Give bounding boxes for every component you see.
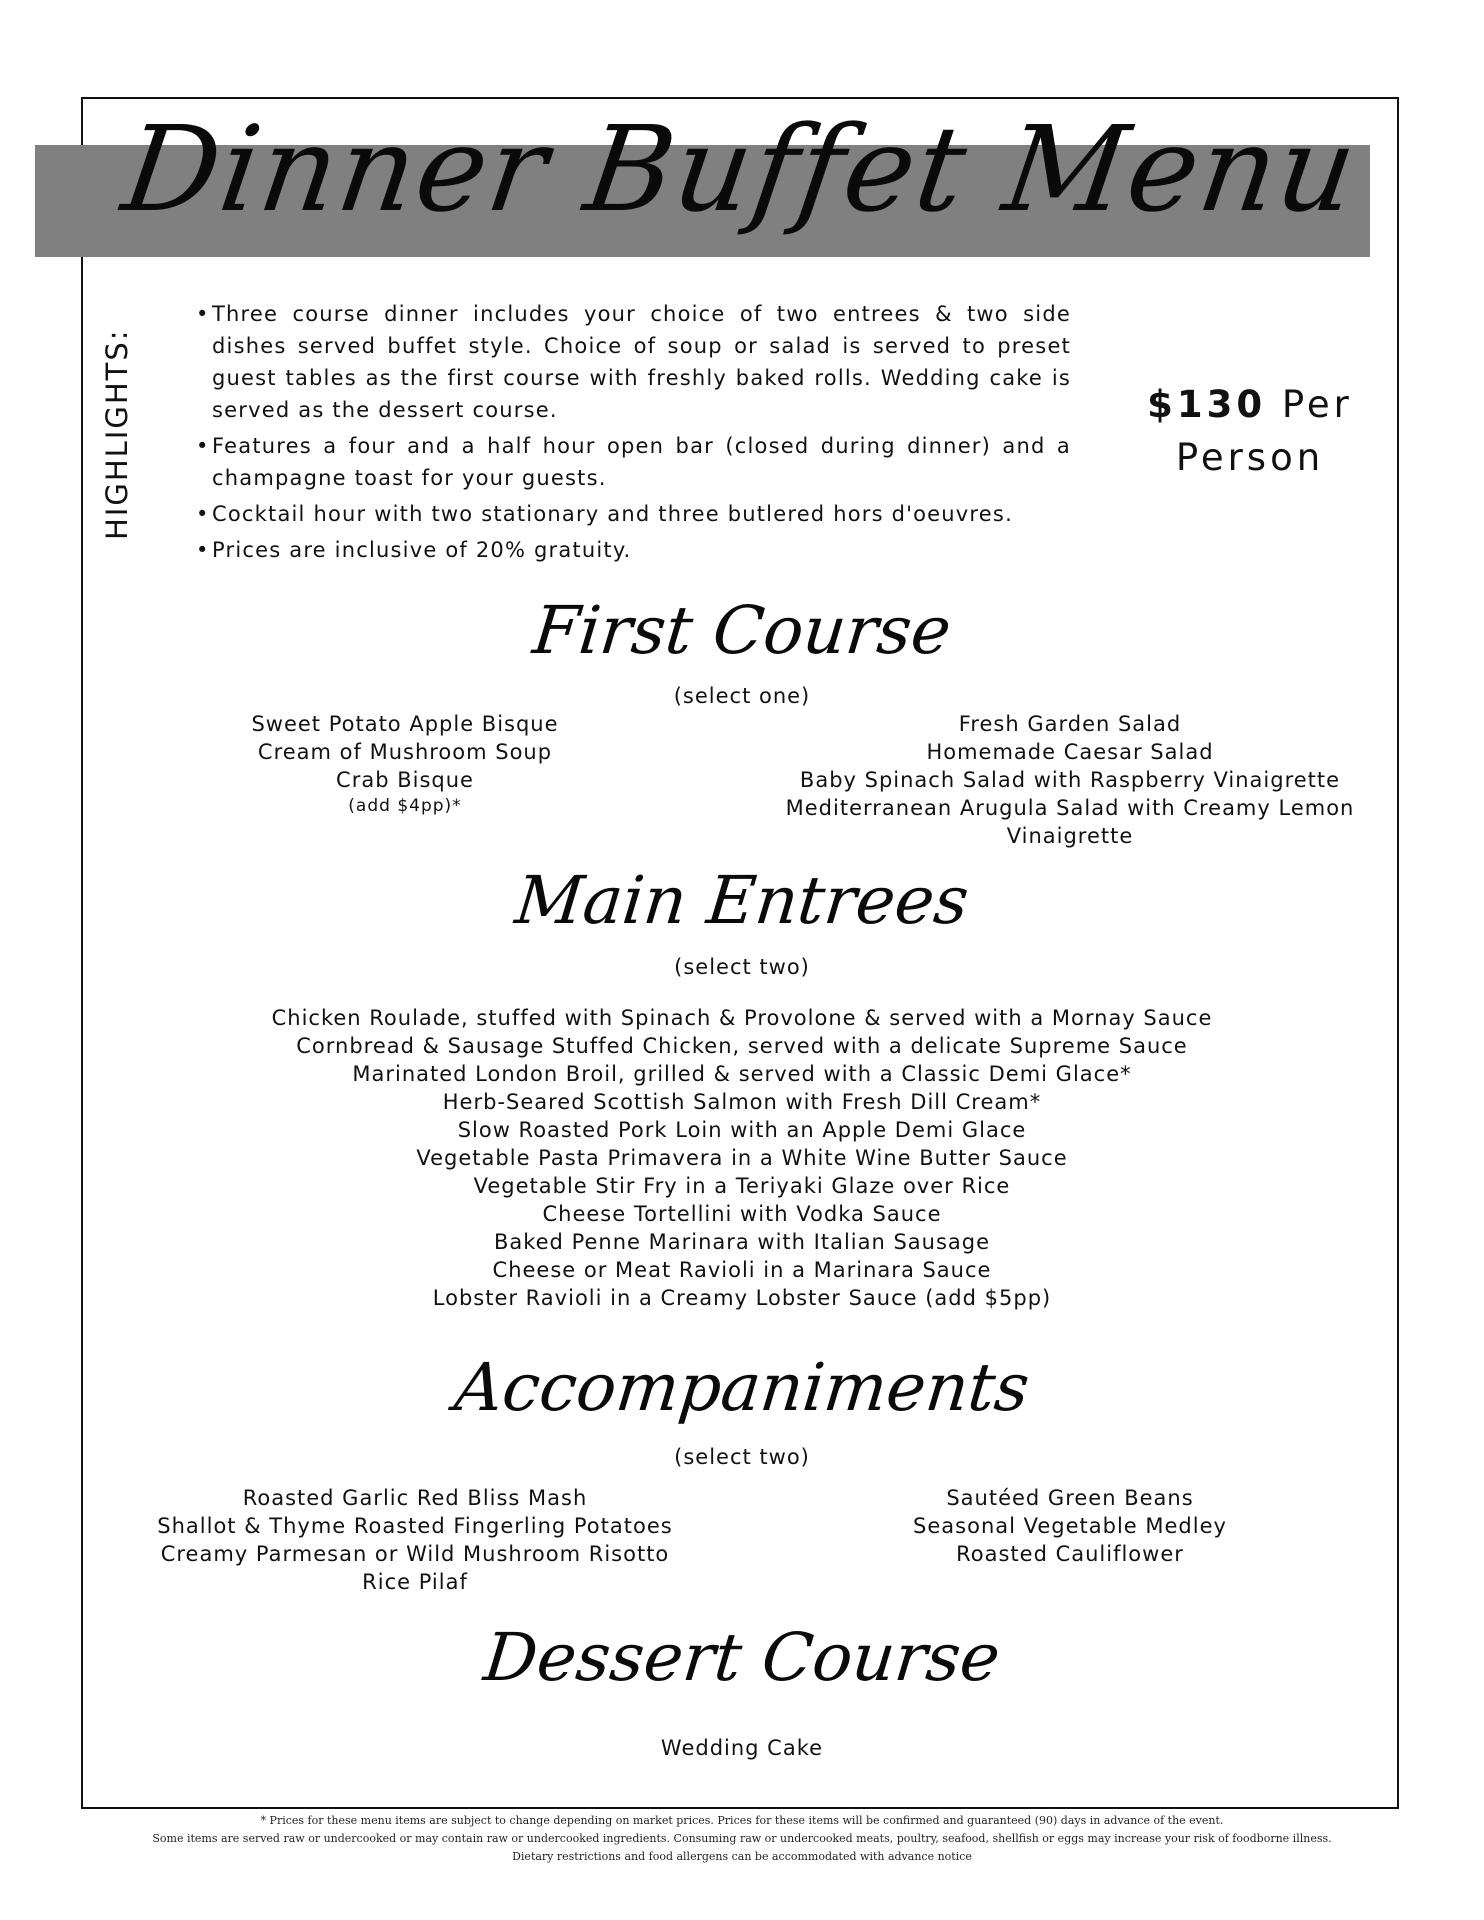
entree-list (0, 1004, 1484, 1312)
list-item: Baby Spinach Salad with Raspberry Vinaigrette (799, 768, 1341, 792)
dessert-title: Dessert Course (480, 1619, 1004, 1696)
footer-notes (0, 1812, 1484, 1866)
first-course-subtitle: (select one) (673, 684, 811, 708)
list-item: Baked Penne Marinara with Italian Sausage (493, 1230, 991, 1254)
list-item: Chicken Roulade, stuffed with Spinach & Provolone & served with a Mornay Sauce (271, 1006, 1213, 1030)
price-block (1120, 378, 1380, 484)
list-item: Mediterranean Arugula Salad with Creamy Lemon (785, 796, 1355, 820)
list-item: Cornbread & Sausage Stuffed Chicken, served with a delicate Supreme Sauce (296, 1034, 1188, 1058)
price-amount: $130 (1147, 383, 1267, 426)
dessert-item: Wedding Cake (660, 1736, 824, 1760)
list-item: Creamy Parmesan or Wild Mushroom Risotto (160, 1542, 670, 1566)
list-item: Sautéed Green Beans (946, 1486, 1194, 1510)
accompaniments-title: Accompaniments (451, 1349, 1033, 1426)
main-entrees-title: Main Entrees (511, 862, 973, 939)
list-item: Fresh Garden Salad (958, 712, 1182, 736)
accompaniments-subtitle: (select two) (674, 1445, 810, 1469)
accompaniments-left-list (130, 1484, 700, 1596)
list-item: Roasted Garlic Red Bliss Mash (242, 1486, 588, 1510)
list-item: Crab Bisque (336, 768, 474, 792)
list-item: Homemade Caesar Salad (926, 740, 1214, 764)
page-title: Dinner Buffet Menu (115, 100, 1367, 238)
highlight-item: • Prices are inclusive of 20% gratuity. (196, 534, 1071, 566)
list-item: Roasted Cauliflower (956, 1542, 1184, 1566)
accompaniments-right-list (870, 1484, 1270, 1568)
list-item: Vinaigrette (1006, 824, 1134, 848)
first-course-title: First Course (529, 592, 955, 669)
footer-line: Some items are served raw or undercooked or may contain raw or undercooked ingredients. Consuming raw or undercooked meats, poultry, seafood, shellfish or eggs may increase your risk of foodborne illness. (152, 1832, 1332, 1845)
list-item: Vegetable Stir Fry in a Teriyaki Glaze over Rice (473, 1174, 1011, 1198)
footer-line: Dietary restrictions and food allergens can be accommodated with advance notice (512, 1850, 972, 1863)
highlight-item: • Cocktail hour with two stationary and three butlered hors d'oeuvres. (196, 498, 1071, 530)
list-item: Rice Pilaf (362, 1570, 468, 1594)
soup-list (210, 710, 600, 818)
soup-note: (add $4pp)* (348, 796, 462, 816)
list-item: Herb-Seared Scottish Salmon with Fresh Dill Cream* (442, 1090, 1042, 1114)
list-item: Vegetable Pasta Primavera in a White Wine Butter Sauce (416, 1146, 1068, 1170)
list-item: Cheese Tortellini with Vodka Sauce (542, 1202, 942, 1226)
price-unit-person: Person (1175, 436, 1325, 479)
highlights-list (196, 298, 1071, 570)
list-item: Sweet Potato Apple Bisque (251, 712, 559, 736)
salad-list (770, 710, 1370, 850)
list-item: Marinated London Broil, grilled & served with a Classic Demi Glace* (352, 1062, 1132, 1086)
list-item: Lobster Ravioli in a Creamy Lobster Sauce (add $5pp) (432, 1286, 1052, 1310)
list-item: Cream of Mushroom Soup (257, 740, 553, 764)
footer-line: * Prices for these menu items are subject to change depending on market prices. Prices for these items will be confirmed and guaranteed (90) days in advance of the event. (260, 1814, 1224, 1827)
list-item: Slow Roasted Pork Loin with an Apple Demi Glace (457, 1118, 1027, 1142)
list-item: Seasonal Vegetable Medley (913, 1514, 1227, 1538)
list-item: Cheese or Meat Ravioli in a Marinara Sauce (492, 1258, 992, 1282)
highlight-item: • Features a four and a half hour open bar (closed during dinner) and a champagne toast for your guests. (196, 430, 1071, 494)
highlight-item: • Three course dinner includes your choice of two entrees & two side dishes served buffet style. Choice of soup or salad is served to preset guest tables as the first course with freshly baked rolls. Wedding cake is served as the dessert course. (196, 298, 1071, 426)
main-entrees-subtitle: (select two) (674, 955, 810, 979)
list-item: Shallot & Thyme Roasted Fingerling Potatoes (157, 1514, 673, 1538)
highlights-label: HIGHLIGHTS: (100, 328, 134, 540)
price-unit-per: Per (1281, 383, 1353, 426)
